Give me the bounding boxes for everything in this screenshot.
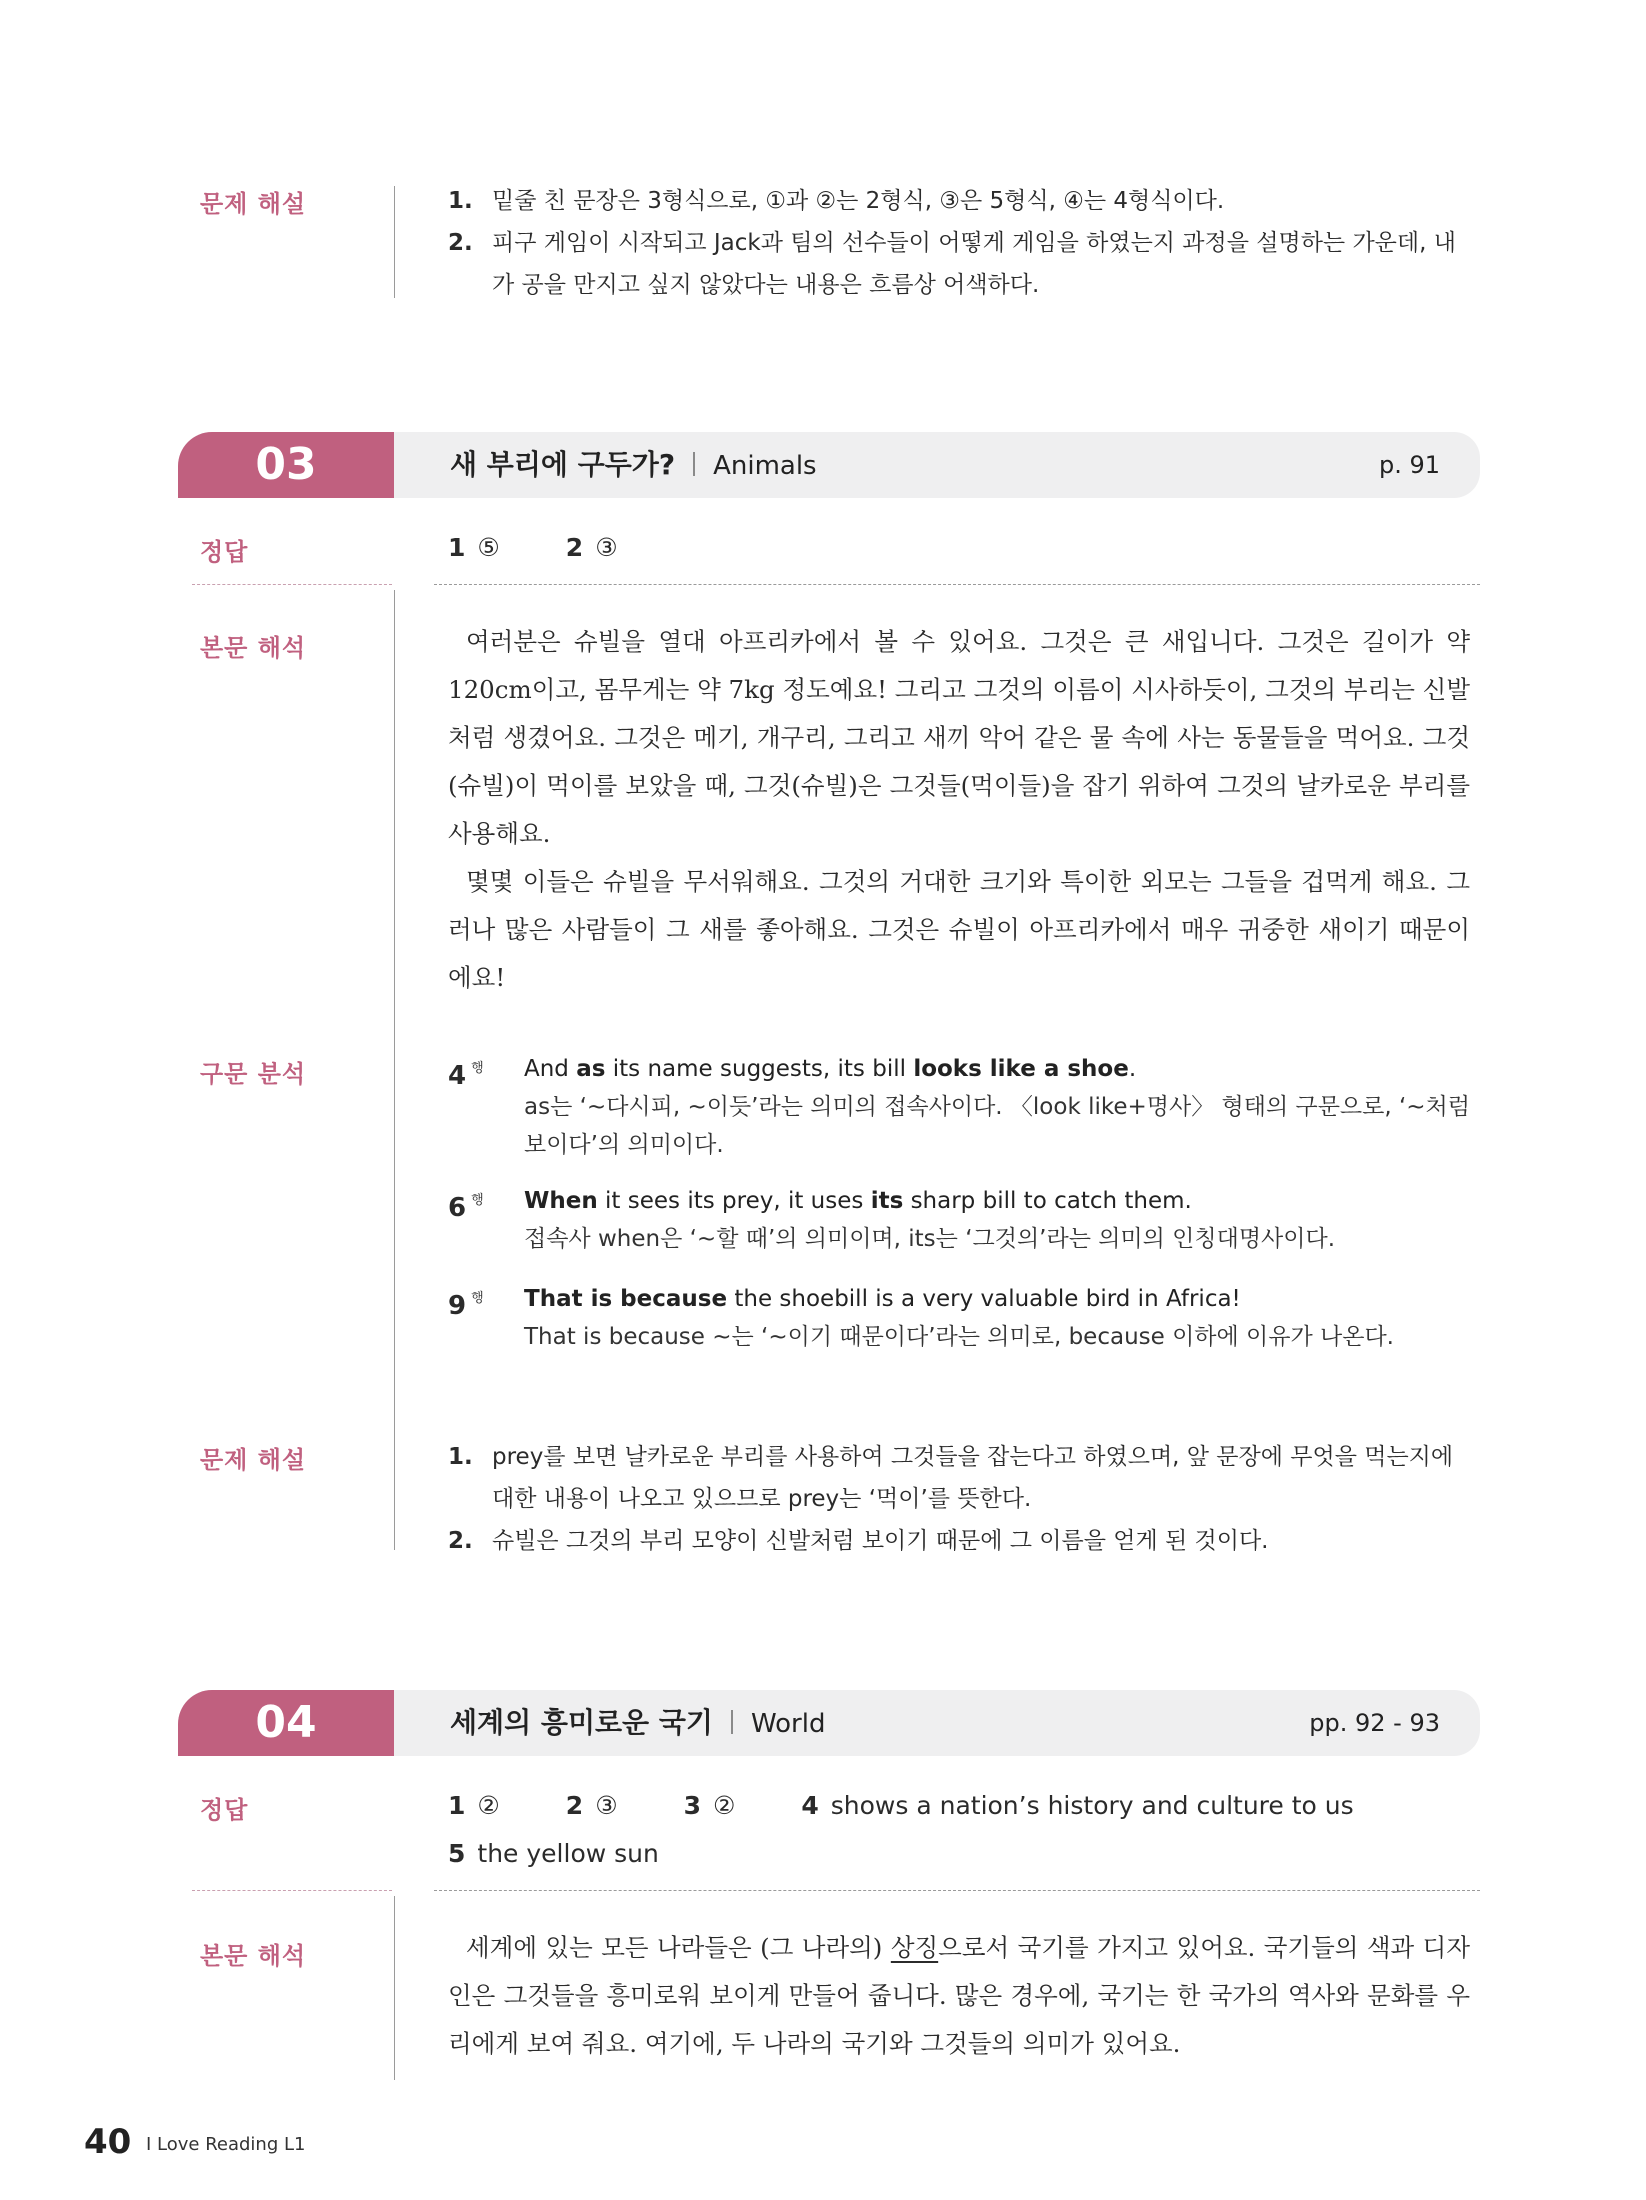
section-number: 03 — [178, 432, 394, 498]
translation-label: 본문 해석 — [200, 1942, 307, 1970]
grammar-explanation: That is because ~는 ‘~이기 때문이다’라는 의미로, because 이하에 이유가 나온다. — [524, 1324, 1394, 1350]
answer-item: 4 shows a nation’s history and culture to us — [801, 1791, 1354, 1820]
dashed-divider — [192, 584, 392, 585]
divider-line — [394, 590, 395, 1550]
grammar-explanation: as는 ‘~다시피, ~이듯’라는 의미의 접속사이다. 〈look like+명사〉 형태의 구문으로, ‘~처럼 보이다’의 의미이다. — [524, 1094, 1470, 1158]
answer-label: 정답 — [200, 538, 249, 566]
page-reference: p. 91 — [1378, 451, 1440, 479]
title-separator — [693, 452, 695, 476]
title-separator — [731, 1710, 733, 1734]
grammar-item — [448, 1050, 1478, 1164]
line-number: 9 $^행$ — [448, 1291, 484, 1321]
section-subtitle: World — [750, 1709, 826, 1739]
grammar-item — [448, 1280, 1478, 1356]
grammar-sentence: That is because the shoebill is a very valuable bird in Africa! — [524, 1286, 1241, 1312]
book-title: I Love Reading L1 — [146, 2134, 306, 2155]
section-04-header — [178, 1690, 1480, 1756]
answer-item: 1 ② — [448, 1791, 500, 1820]
answer-item: 3 ② — [683, 1791, 736, 1820]
answer-item: 2 ③ — [565, 533, 618, 562]
section-03-header — [178, 432, 1480, 498]
explain-item: 2. 슈빌은 그것의 부리 모양이 신발처럼 보이기 때문에 그 이름을 얻게 된 것이다. — [448, 1528, 1269, 1554]
translation-paragraph: 몇몇 이들은 슈빌을 무서워해요. 그것의 거대한 크기와 특이한 외모는 그들을 겁먹게 해요. 그러나 많은 사람들이 그 새를 좋아해요. 그것은 슈빌이 아프리카에서 매우 귀중한 새이기 때문이에요! — [448, 867, 1470, 992]
translation-label: 본문 해석 — [200, 634, 307, 662]
explain-list — [448, 1436, 1458, 1562]
line-number: 6 $^행$ — [448, 1193, 484, 1223]
translation-text — [448, 618, 1470, 1002]
answer-row — [448, 524, 676, 572]
section-subtitle: Animals — [713, 451, 817, 481]
explain-list — [448, 180, 1458, 306]
answer-row — [448, 1830, 717, 1878]
grammar-item — [448, 1182, 1478, 1258]
page-number: 40 — [84, 2122, 132, 2162]
grammar-sentence: When it sees its prey, it uses its sharp bill to catch them. — [524, 1188, 1192, 1214]
explain-label: 문제 해설 — [200, 190, 307, 218]
answer-item: 2 ③ — [565, 1791, 618, 1820]
grammar-list — [448, 1050, 1478, 1356]
dashed-divider — [434, 584, 1480, 585]
grammar-sentence: And as its name suggests, its bill looks like a shoe. — [524, 1056, 1137, 1082]
page-reference: pp. 92 - 93 — [1309, 1709, 1440, 1737]
explain-label: 문제 해설 — [200, 1446, 307, 1474]
grammar-explanation: 접속사 when은 ‘~할 때’의 의미이며, its는 ‘그것의’라는 의미의 인칭대명사이다. — [524, 1226, 1336, 1252]
divider-line — [394, 1896, 395, 2080]
dashed-divider — [434, 1890, 1480, 1891]
answer-label: 정답 — [200, 1796, 249, 1824]
explain-item: 2. 피구 게임이 시작되고 Jack과 팀의 선수들이 어떻게 게임을 하였는지 과정을 설명하는 가운데, 내가 공을 만지고 싶지 않았다는 내용은 흐름상 어색하다. — [448, 230, 1456, 298]
translation-paragraph: 여러분은 슈빌을 열대 아프리카에서 볼 수 있어요. 그것은 큰 새입니다. 그것은 길이가 약 120cm이고, 몸무게는 약 7kg 정도예요! 그리고 그것의 이름이 시사하듯이, 그것의 부리는 신발처럼 생겼어요. 그것은 메기, 개구리, 그리고 새끼 악어 같은 물 속에 사는 동물들을 먹어요. 그것(슈빌)이 먹이를 보았을 때, 그것(슈빌)은 그것들(먹이들)을 잡기 위하여 그것의 날카로운 부리를 사용해요. — [448, 627, 1470, 848]
answer-item: 1 ⑤ — [448, 533, 500, 562]
section-title: 새 부리에 구두가? Animals — [450, 448, 817, 481]
translation-paragraph: 세계에 있는 모든 나라들은 (그 나라의) 상징으로서 국기를 가지고 있어요. 국기들의 색과 디자인은 그것들을 흥미로워 보이게 만들어 줍니다. 많은 경우에, 국기는 한 국가의 역사와 문화를 우리에게 보여 줘요. 여기에, 두 나라의 국기와 그것들의 의미가 있어요. — [448, 1933, 1470, 2058]
grammar-label: 구문 분석 — [200, 1060, 307, 1088]
translation-text — [448, 1924, 1470, 2068]
line-number: 4 $^행$ — [448, 1061, 484, 1091]
dashed-divider — [192, 1890, 392, 1891]
answer-row — [448, 1782, 1412, 1830]
section-title: 세계의 흥미로운 국기 World — [450, 1706, 826, 1739]
answer-item: 5 the yellow sun — [448, 1839, 659, 1868]
section-number: 04 — [178, 1690, 394, 1756]
divider-line — [394, 186, 395, 298]
explain-item: 1. 밑줄 친 문장은 3형식으로, ①과 ②는 2형식, ③은 5형식, ④는 4형식이다. — [448, 188, 1225, 214]
explain-item: 1. prey를 보면 날카로운 부리를 사용하여 그것들을 잡는다고 하였으며, 앞 문장에 무엇을 먹는지에 대한 내용이 나오고 있으므로 prey는 ‘먹이’를 뜻한다. — [448, 1444, 1454, 1512]
